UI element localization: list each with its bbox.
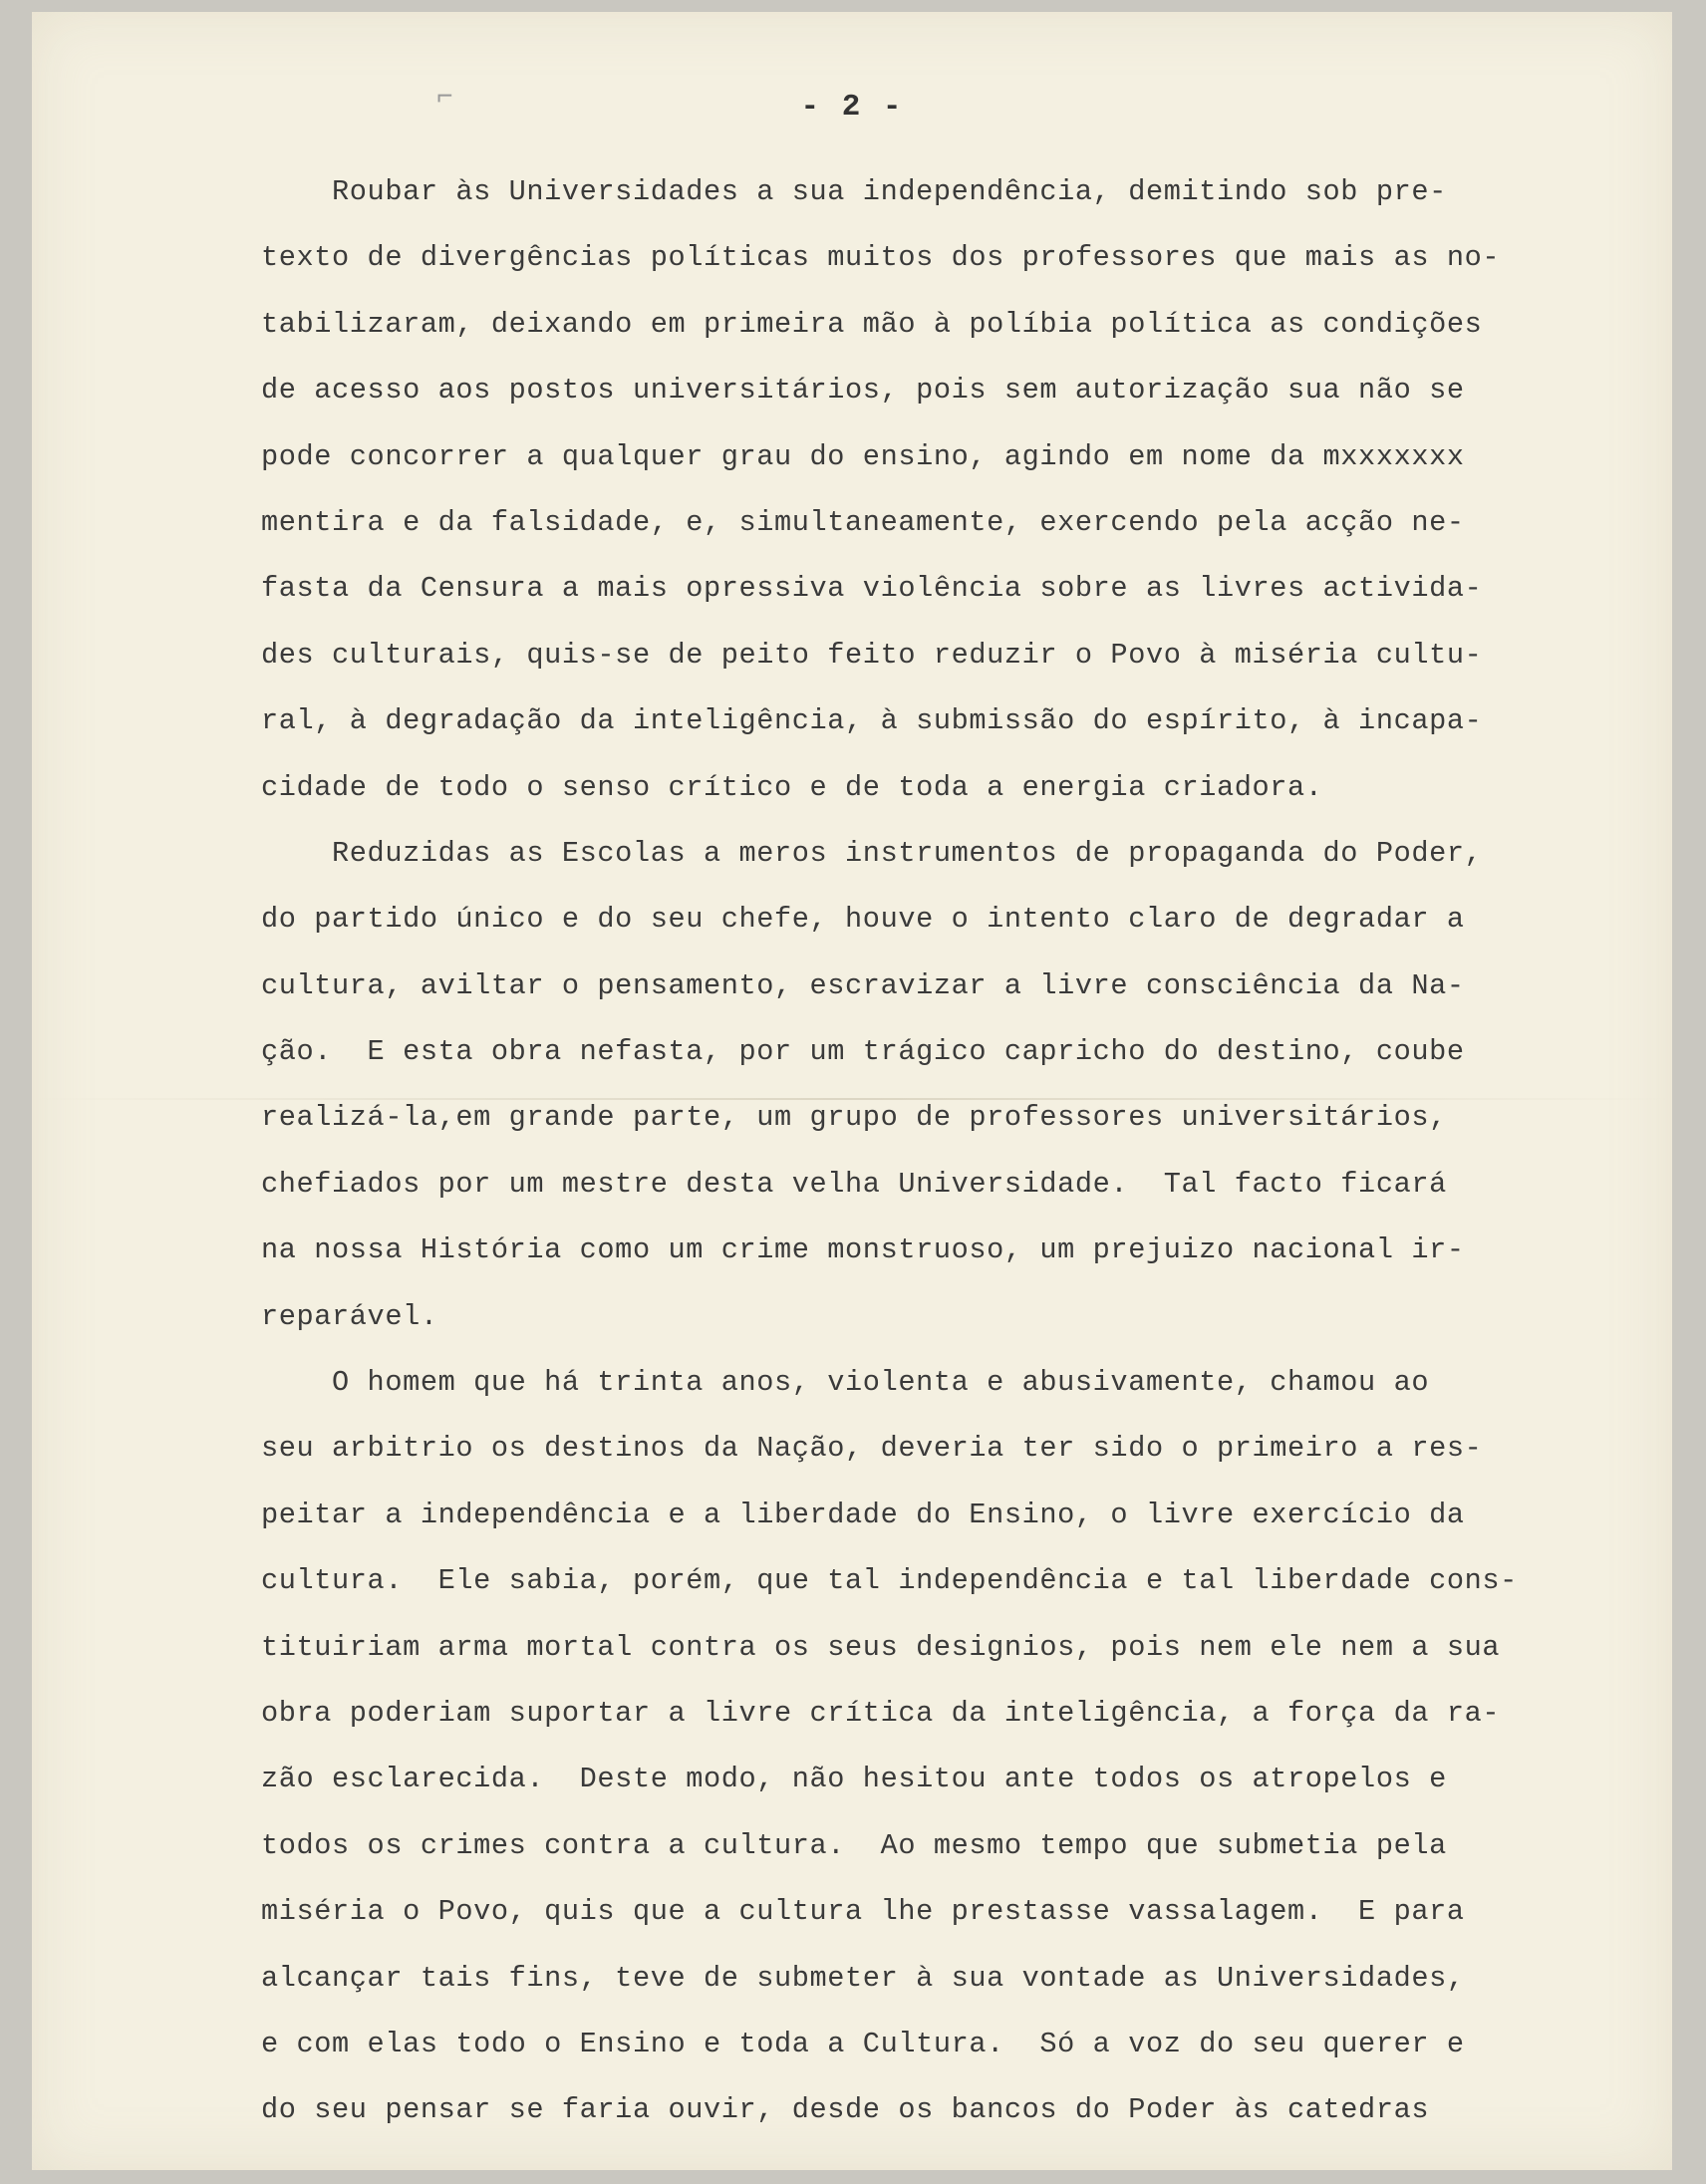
text-line: zão esclarecida. Deste modo, não hesitou ante todos os atropelos e [261, 1763, 1447, 1796]
text-line: des culturais, quis-se de peito feito reduzir o Povo à miséria cultu- [261, 638, 1483, 672]
text-line: cultura, aviltar o pensamento, escravizar a livre consciência da Na- [261, 968, 1465, 1002]
text-line: e com elas todo o Ensino e toda a Cultura. Só a voz do seu querer e [261, 2027, 1465, 2060]
text-line: fasta da Censura a mais opressiva violência sobre as livres activida- [261, 572, 1483, 606]
text-line: na nossa História como um crime monstruoso, um prejuizo nacional ir- [261, 1233, 1465, 1267]
body-text [261, 159, 1676, 2144]
text-line: O homem que há trinta anos, violenta e abusivamente, chamou ao [261, 1366, 1430, 1400]
text-line: cidade de todo o senso crítico e de toda a energia criadora. [261, 770, 1323, 804]
text-line: Roubar às Universidades a sua independência, demitindo sob pre- [261, 175, 1447, 208]
text-line: seu arbitrio os destinos da Nação, deveria ter sido o primeiro a res- [261, 1432, 1483, 1466]
page-number: - 2 - [800, 90, 904, 125]
text-line: ral, à degradação da inteligência, à submissão do espírito, à incapa- [261, 704, 1483, 738]
text-line: do partido único e do seu chefe, houve o intento claro de degradar a [261, 903, 1465, 937]
text-line: miséria o Povo, quis que a cultura lhe prestasse vassalagem. E para [261, 1895, 1465, 1929]
text-line: alcançar tais fins, teve de submeter à sua vontade as Universidades, [261, 1961, 1465, 1995]
text-line: tituiriam arma mortal contra os seus designios, pois nem ele nem a sua [261, 1630, 1501, 1664]
margin-mark: ⌐ [436, 83, 453, 114]
text-line: ção. E esta obra nefasta, por um trágico capricho do destino, coube [261, 1035, 1465, 1069]
text-line: realizá-la,em grande parte, um grupo de professores universitários, [261, 1101, 1447, 1135]
text-line: reparável. [261, 1299, 438, 1333]
text-line: de acesso aos postos universitários, pois sem autorização sua não se [261, 374, 1465, 408]
text-line: do seu pensar se faria ouvir, desde os bancos do Poder às catedras [261, 2093, 1430, 2127]
text-line: Reduzidas as Escolas a meros instrumentos de propaganda do Poder, [261, 836, 1483, 870]
typewritten-page [32, 12, 1672, 2170]
text-line: cultura. Ele sabia, porém, que tal independência e tal liberdade cons- [261, 1564, 1518, 1598]
text-line: peitar a independência e a liberdade do Ensino, o livre exercício da [261, 1498, 1465, 1531]
text-line: pode concorrer a qualquer grau do ensino, agindo em nome da mxxxxxxx [261, 439, 1465, 473]
text-line: chefiados por um mestre desta velha Universidade. Tal facto ficará [261, 1167, 1447, 1201]
text-line: mentira e da falsidade, e, simultaneamente, exercendo pela acção ne- [261, 505, 1465, 539]
text-line: tabilizaram, deixando em primeira mão à políbia política as condições [261, 307, 1483, 341]
text-line: obra poderiam suportar a livre crítica da inteligência, a força da ra- [261, 1696, 1501, 1730]
text-line: texto de divergências políticas muitos dos professores que mais as no- [261, 241, 1501, 275]
text-line: todos os crimes contra a cultura. Ao mesmo tempo que submetia pela [261, 1828, 1447, 1862]
